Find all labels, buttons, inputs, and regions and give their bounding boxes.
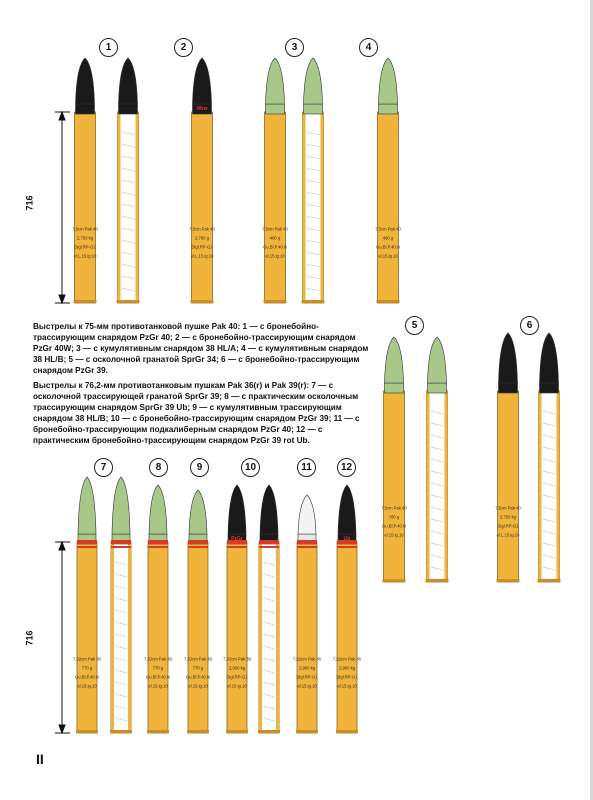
round-number-12: 12 [337, 458, 356, 477]
case-label-line: 2,700 g [195, 235, 209, 241]
case-label-line: 7,5cm Pak 40 [381, 505, 407, 511]
case-label-line: 770 g [152, 665, 164, 671]
case-label-line: 7,62cm Pak 36 [73, 656, 101, 662]
projectile-marking: Ub [343, 536, 351, 542]
case-label-line: 7,62cm Pak 36 [333, 656, 361, 662]
case-label-line: el.15.ig.10 [384, 532, 404, 538]
round-number-5: 5 [405, 316, 424, 335]
case-label-line: 2,900 kg [228, 665, 246, 671]
case-label-line: 7,62cm Pak 36 [293, 656, 321, 662]
cartridge-round-12 [333, 485, 362, 733]
cartridge-round-4 [375, 58, 401, 303]
cartridge-round-6-cutaway [538, 333, 561, 582]
case-label-line: 2,750 kg [499, 514, 517, 520]
cartridge-round-10-cutaway [258, 485, 280, 733]
case-label-line: 770 g [192, 665, 204, 671]
case-label-line: el.15.ig.10 [148, 683, 168, 689]
dimension-line-top [55, 112, 70, 303]
case-label-line: 7,5cm Pak 40 [72, 226, 98, 232]
cartridge-round-10 [223, 485, 252, 733]
case-label-line: Digl.RP-G1 [336, 674, 358, 680]
case-label-line: Digl.RP-G1 [296, 674, 318, 680]
case-label-line: Digl.RP-G1 [497, 523, 519, 529]
case-label-line: 7,5cm Pak 40 [262, 226, 288, 232]
case-label-line: Gu.Bl.P.40.N [263, 244, 287, 250]
case-label-line: Gu.Bl.P.40.N [75, 674, 99, 680]
cartridge-round-11 [293, 495, 322, 733]
round-number-1: 1 [99, 38, 118, 57]
case-label-line: el.15.ig.10 [227, 683, 247, 689]
case-label-line: el.L.15.ig.10 [496, 532, 520, 538]
case-label-line: 7,62cm Pak 36 [184, 656, 212, 662]
round-number-10: 10 [241, 458, 260, 477]
cartridge-round-5 [381, 337, 407, 582]
case-label-line: Gu.Bl.P.40.N [146, 674, 170, 680]
case-label-line: el.15.ig.10 [265, 253, 285, 259]
case-label-line: el.15.ig.10 [188, 683, 208, 689]
case-label-line: 7,62cm Pak 36 [223, 656, 251, 662]
case-label-line: 7,5cm Pak 40 [189, 226, 215, 232]
round-number-4: 4 [359, 38, 378, 57]
case-label-line: Digl.RP-G1 [74, 244, 96, 250]
cartridge-round-9 [184, 490, 213, 733]
round-number-2: 2 [174, 38, 193, 57]
cartridge-round-1-cutaway [117, 58, 140, 303]
dimension-line-bottom [55, 542, 70, 733]
case-label-line: el.L.15.ig.10 [190, 253, 214, 259]
round-number-7: 7 [94, 458, 113, 477]
case-label-line: Digl.RP-G1 [226, 674, 248, 680]
case-label-line: Gu.Bl.P.40.N [186, 674, 210, 680]
case-label-line: el.15.ig.10 [378, 253, 398, 259]
round-number-9: 9 [190, 458, 209, 477]
case-label-line: 2,900 kg [298, 665, 316, 671]
case-label-line: Digl.RP-G1 [191, 244, 213, 250]
case-label-line: 7,5cm Pak 40 [495, 505, 521, 511]
case-label-line: 2,900 kg [338, 665, 356, 671]
cartridge-round-7-cutaway [110, 477, 132, 733]
cartridge-round-5-cutaway [426, 337, 449, 582]
cartridge-round-1 [72, 58, 98, 303]
cartridge-round-6 [495, 333, 521, 582]
case-label-line: el.15.ig.10 [337, 683, 357, 689]
caption-pak40: Выстрелы к 75-мм противотанковой пушке Pak 40: 1 — с бронебойно-трассирующим снарядом PzGr 40; 2 — с бронебойно-трассирующим снарядом PzGr 40W; 3 — с кумулятивным снарядом 38 HL/A; 4 — с кумулятивным снарядом 38 HL/B; 5 — с осколочной гранатой SprGr 34; 6 — с бронебойно-трассирующим снарядом PzGr 39. [33, 322, 369, 375]
cartridge-round-7 [73, 477, 102, 733]
case-label-line: Gu.Bl.P.40.N [382, 523, 406, 529]
cartridge-round-3 [262, 58, 288, 303]
case-label-line: 780 g [388, 514, 400, 520]
case-label-line: el.15.ig.10 [77, 683, 97, 689]
case-label-line: 770 g [81, 665, 93, 671]
round-number-11: 11 [297, 458, 316, 477]
dimension-label-bottom: 716 [24, 630, 35, 646]
caption-pak36: Выстрелы к 76,2-мм противотанковым пушкам Pak 36(r) и Pak 39(r): 7 — с осколочной трассирующей гранатой SprGr 39; 8 — с практическим осколочным трассирующим снарядом SprGr 39 Ub; 9 — с кумулятивным трассирующим снарядом 38 HL/B; 10 — с бронебойно-трассирующим снарядом PzGr 39; 11 — с бронебойно-трассирующим подкалиберным снарядом PzGr 40; 12 — с практическим бронебойно-трассирующим снарядом PzGr 39 rot Ub. [33, 381, 360, 445]
cartridge-round-2 [189, 58, 215, 303]
cartridge-round-3-cutaway [302, 58, 325, 303]
case-label-line: 480 g [269, 235, 281, 241]
case-label-line: 480 g [382, 235, 394, 241]
case-label-line: el.L.15.ig.10 [73, 253, 97, 259]
page-number: II [36, 751, 44, 767]
case-label-line: 7,62cm Pak 36 [144, 656, 172, 662]
projectile-marking: Wzw [196, 106, 208, 112]
round-number-8: 8 [149, 458, 168, 477]
case-label-line: el.15.ig.10 [297, 683, 317, 689]
dimension-label-top: 716 [24, 195, 35, 211]
case-label-line: 7,5cm Pak 40 [375, 226, 401, 232]
case-label-line: 2,750 kg [76, 235, 94, 241]
case-label-line: Gu.Bl.P.40.N [376, 244, 400, 250]
round-number-3: 3 [285, 38, 304, 57]
round-number-6: 6 [520, 316, 539, 335]
projectile-marking: PzGr [231, 536, 243, 542]
cartridge-round-8 [144, 485, 173, 733]
